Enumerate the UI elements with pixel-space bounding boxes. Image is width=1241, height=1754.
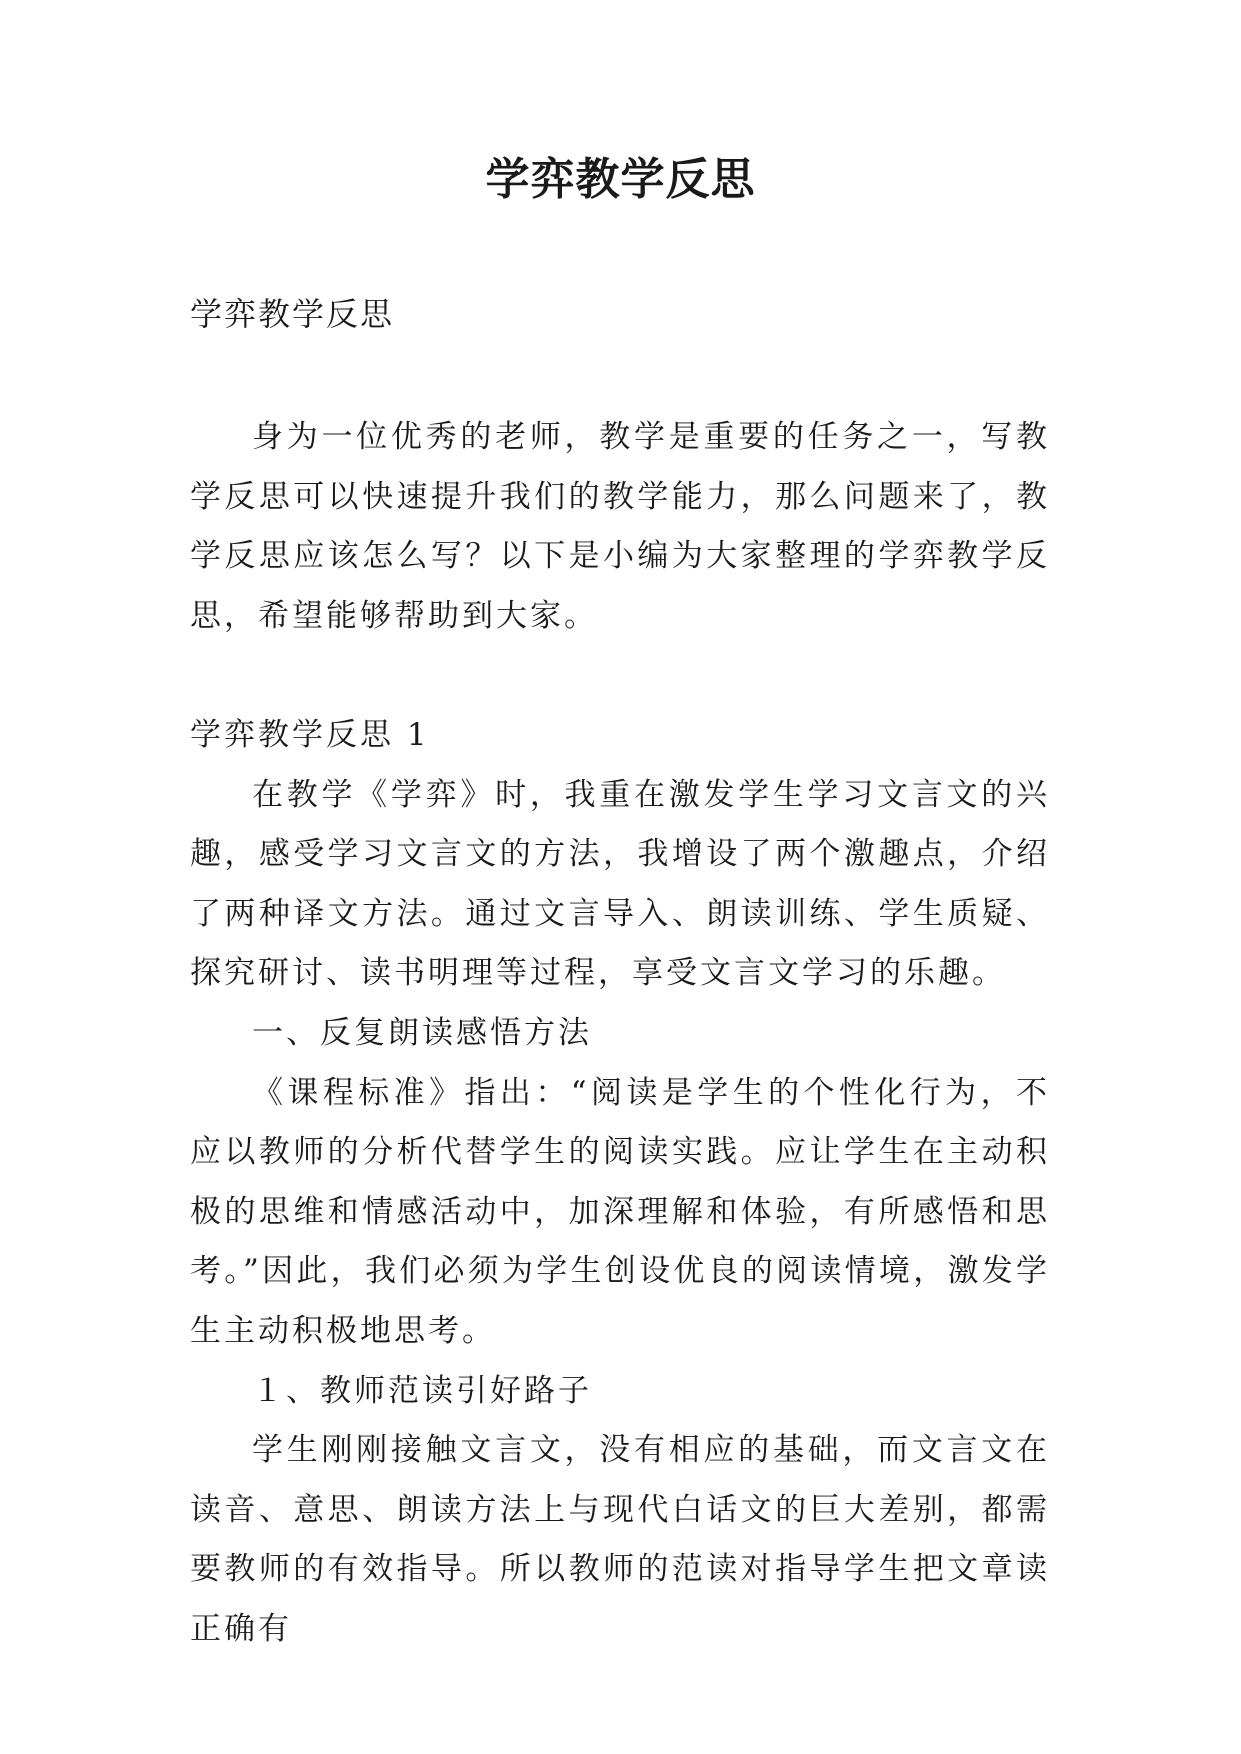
document-subtitle: 学弈教学反思: [190, 295, 395, 333]
body-paragraph: 学生刚刚接触文言文，没有相应的基础，而文言文在读音、意思、朗读方法上与现代白话文的巨大差别，都需要教师的有效指导。所以教师的范读对指导学生把文章读正确有: [190, 1432, 1050, 1647]
body-paragraph: 在教学《学弈》时，我重在激发学生学习文言文的兴趣，感受学习文言文的方法，我增设了两个激趣点，介绍了两种译文方法。通过文言导入、朗读训练、学生质疑、探究研讨、读书明理等过程，享受文言文学习的乐趣。: [190, 776, 1050, 992]
section-heading: 学弈教学反思 1: [190, 716, 430, 753]
document-title: 学弈教学反思: [485, 154, 756, 205]
subsection-heading: １、教师范读引好路子: [252, 1372, 592, 1409]
document-body: [190, 408, 1050, 1659]
intro-paragraph: 身为一位优秀的老师，教学是重要的任务之一，写教学反思可以快速提升我们的教学能力，那么问题来了，教学反思应该怎么写？以下是小编为大家整理的学弈教学反思，希望能够帮助到大家。: [190, 419, 1050, 634]
body-paragraph: 《课程标准》指出：“阅读是学生的个性化行为，不应以教师的分析代替学生的阅读实践。应让学生在主动积极的思维和情感活动中，加深理解和体验，有所感悟和思考。”因此，我们必须为学生创设优良的阅读情境，激发学生主动积极地思考。: [190, 1074, 1050, 1349]
subsection-heading: 一、反复朗读感悟方法: [252, 1014, 592, 1051]
